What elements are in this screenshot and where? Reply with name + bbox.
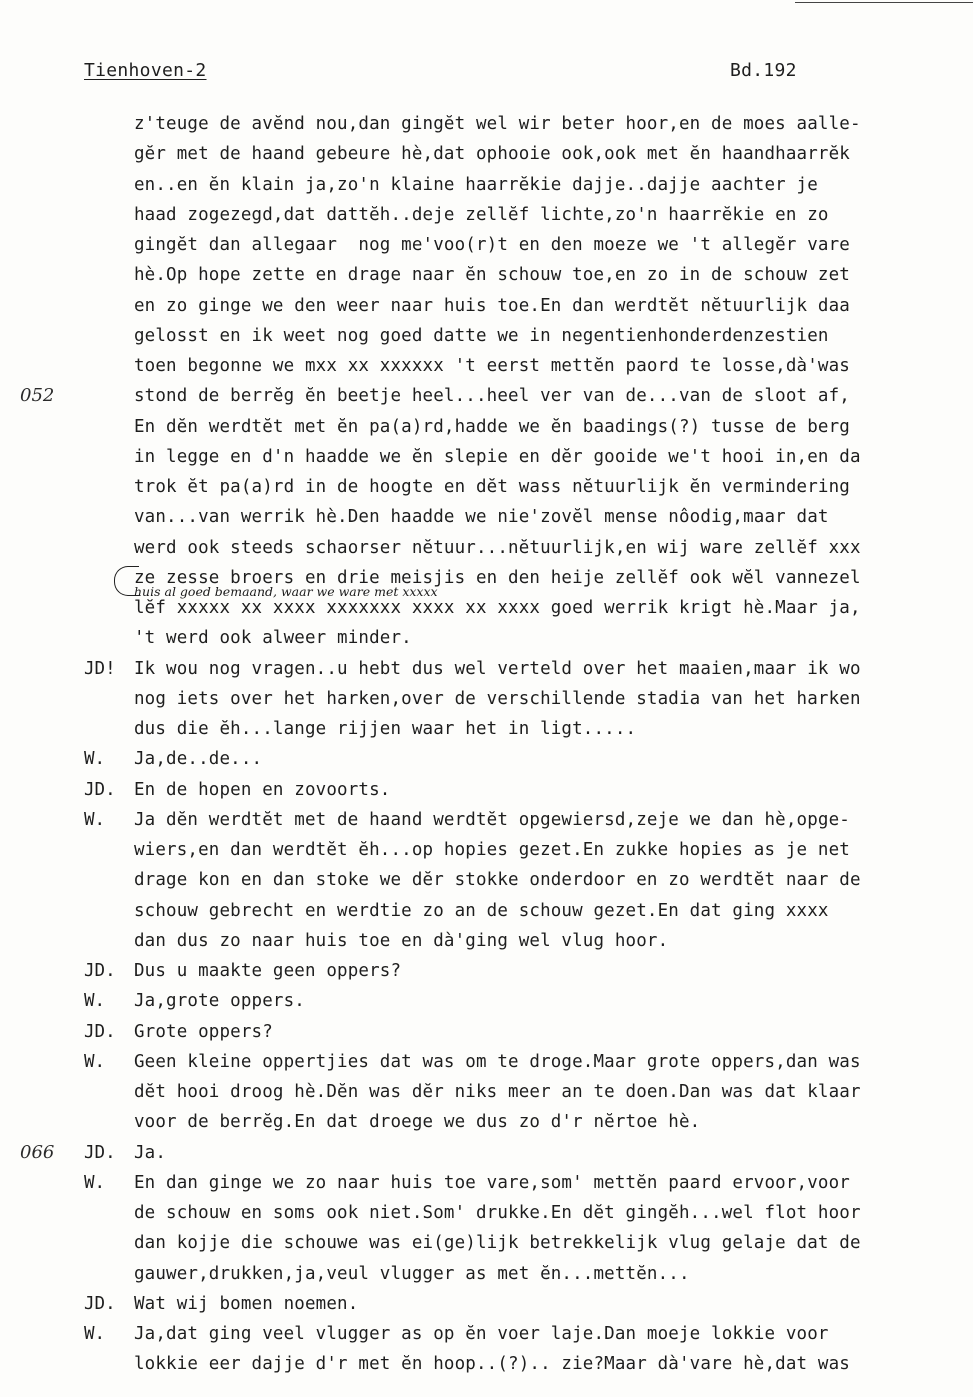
speaker-label: JD. [84, 1293, 116, 1314]
transcript-line [0, 1108, 973, 1138]
transcript-line [0, 957, 973, 987]
speaker-label: W. [84, 749, 106, 770]
transcript-line [0, 140, 973, 170]
margin-note: 052 [20, 385, 55, 407]
transcript-line [0, 503, 973, 533]
transcript-line [0, 1139, 973, 1169]
line-text: 't werd ook alweer minder. [134, 628, 412, 649]
line-text: werd ook steeds schaorser nĕtuur...nĕtuurlijk,en wij ware zellĕf xxx [134, 537, 861, 558]
line-text: gingĕt dan allegaar nog me'voo(r)t en den moeze we 't allegĕr vare [134, 235, 850, 255]
line-text: En dĕn werdtĕt met ĕn pa(a)rd,hadde we ĕn baadings(?) tusse de berg [134, 416, 850, 437]
transcript-line [0, 836, 973, 866]
line-text: van...van werrik hè.Den haadde we nie'zovĕl mense nôodig,maar dat [134, 507, 829, 528]
transcript-line [0, 655, 973, 685]
transcript-line [0, 261, 973, 291]
line-text: Ja dĕn werdtĕt met de haand werdtĕt opgewiersd,zeje we dan hè,opge- [134, 809, 850, 830]
line-text: gelosst en ik weet nog goed datte we in negentienhonderdenzestien [134, 325, 829, 346]
transcript-line [0, 987, 973, 1017]
speaker-label: JD. [84, 1142, 116, 1163]
top-rule [795, 2, 973, 3]
line-text: dĕt hooi droog hè.Dĕn was dĕr niks meer an te doen.Dan was dat klaar [134, 1082, 861, 1102]
transcript-line [0, 352, 973, 382]
page-number: Bd.192 [730, 60, 797, 81]
speaker-label: JD. [84, 1021, 116, 1042]
transcript-line [0, 1229, 973, 1259]
speaker-label: JD. [84, 779, 116, 800]
line-text: toen begonne we mxx xx xxxxxx 't eerst mettĕn paord te losse,dà'was [134, 356, 850, 376]
line-text: nog iets over het harken,over de verschillende stadia van het harken [134, 688, 861, 709]
transcript-line [0, 534, 973, 564]
transcript-line [0, 292, 973, 322]
line-text: en..en ĕn klain ja,zo'n klaine haarrĕkie dajje..dajje aachter je [134, 174, 818, 195]
line-text: de schouw en soms ook niet.Som' drukke.En dĕt gingĕh...wel flot hoor [134, 1203, 861, 1223]
line-text: hè.Op hope zette en drage naar ĕn schouw toe,en zo in de schouw zet [134, 265, 850, 286]
line-text: schouw gebrecht en werdtie zo an de schouw gezet.En dat ging xxxx [134, 900, 829, 921]
speaker-label: W. [84, 1324, 106, 1344]
transcript-line [0, 1350, 973, 1380]
line-text: dus die ĕh...lange rijjen waar het in ligt..... [134, 719, 637, 739]
transcript-line [0, 1048, 973, 1078]
transcript-line [0, 685, 973, 715]
transcript-line [0, 776, 973, 806]
header-title: Tienhoven-2 [84, 60, 207, 81]
speaker-label: JD. [84, 961, 116, 981]
handwritten-insertion: huis al goed bemaand, waar we ware met xxxxx [134, 583, 438, 599]
speaker-label: W. [84, 991, 106, 1012]
transcript-line [0, 231, 973, 261]
line-text: haad zogezegd,dat dattĕh..deje zellĕf lichte,zo'n haarrĕkie en zo [134, 204, 829, 225]
transcript-line [0, 110, 973, 140]
transcript-line [0, 594, 973, 624]
line-text: wiers,en dan werdtĕt ĕh...op hopies gezet.En zukke hopies as je net [134, 840, 850, 860]
line-text: gauwer,drukken,ja,veul vlugger as met ĕn...mettĕn... [134, 1263, 690, 1284]
speaker-label: W. [84, 809, 106, 830]
line-text: gĕr met de haand gebeure hè,dat ophooie ook,ook met ĕn haandhaarrĕk [134, 144, 850, 165]
transcript-line [0, 443, 973, 473]
line-text: stond de berrĕg ĕn beetje heel...heel ver van de...van de sloot af, [134, 386, 850, 407]
transcript-line [0, 1018, 973, 1048]
line-text: voor de berrĕg.En dat droege we dus zo d'r nĕrtoe hè. [134, 1112, 701, 1133]
transcript-line [0, 1260, 973, 1290]
transcript-line [0, 171, 973, 201]
line-text: Dus u maakte geen oppers? [134, 961, 402, 981]
transcript-line [0, 866, 973, 896]
line-text: drage kon en dan stoke we dĕr stokke onderdoor en zo werdtĕt naar de [134, 870, 861, 891]
transcript-line [0, 1320, 973, 1350]
line-text: dan kojje die schouwe was ei(ge)lijk betrekkelijk vlug gelaje dat de [134, 1233, 861, 1254]
line-text: lĕf xxxxx xx xxxx xxxxxxx xxxx xx xxxx goed werrik krigt hè.Maar ja, [134, 598, 861, 618]
line-text: ze zesse broers en drie meisjis en den heije zellĕf ook wĕl vannezel [134, 567, 861, 588]
line-text: z'teuge de avĕnd nou,dan gingĕt wel wir beter hoor,en de moes aalle- [134, 114, 861, 134]
transcript-line [0, 564, 973, 599]
line-text: Ja. [134, 1142, 167, 1163]
transcript-line [0, 927, 973, 957]
transcript-line [0, 413, 973, 443]
transcript-line [0, 897, 973, 927]
transcript-line [0, 1078, 973, 1108]
line-text: lokkie eer dajje d'r met ĕn hoop..(?).. zie?Maar dà'vare hè,dat was [134, 1354, 850, 1375]
line-text: Ja,de..de... [134, 749, 263, 770]
transcript-line [0, 1290, 973, 1320]
line-text: Geen kleine oppertjies dat was om te droge.Maar grote oppers,dan was [134, 1051, 861, 1072]
margin-note: 066 [20, 1141, 55, 1163]
transcript-line [0, 1199, 973, 1229]
line-text: En de hopen en zovoorts. [134, 779, 391, 800]
transcript-line [0, 473, 973, 503]
transcript-line [0, 806, 973, 836]
transcript-line [0, 322, 973, 352]
transcript-line [0, 382, 973, 412]
transcript-line [0, 745, 973, 775]
transcript-line [0, 715, 973, 745]
transcript-line [0, 1169, 973, 1199]
transcript-line [0, 201, 973, 231]
line-text: in legge en d'n haadde we ĕn slepie en dĕr gooide we't hooi in,en da [134, 446, 861, 467]
line-text: Grote oppers? [134, 1021, 273, 1042]
line-text: Ja,grote oppers. [134, 991, 305, 1012]
speaker-label: W. [84, 1051, 106, 1072]
transcript-page [0, 110, 973, 1390]
speaker-label: JD! [84, 658, 116, 679]
line-text: dan dus zo naar huis toe en dà'ging wel vlug hoor. [134, 930, 669, 951]
line-text: Ja,dat ging veel vlugger as op ĕn voer laje.Dan moeje lokkie voor [134, 1324, 829, 1344]
transcript-line [0, 624, 973, 654]
line-text: Wat wij bomen noemen. [134, 1293, 359, 1314]
speaker-label: W. [84, 1172, 106, 1193]
line-text: En dan ginge we zo naar huis toe vare,som' mettĕn paard ervoor,voor [134, 1172, 850, 1193]
line-text: en zo ginge we den weer naar huis toe.En dan werdtĕt nĕtuurlijk daa [134, 295, 850, 316]
line-text: trok ĕt pa(a)rd in de hoogte en dĕt wass nĕtuurlijk ĕn vermindering [134, 477, 850, 497]
line-text: Ik wou nog vragen..u hebt dus wel verteld over het maaien,maar ik wo [134, 658, 861, 679]
